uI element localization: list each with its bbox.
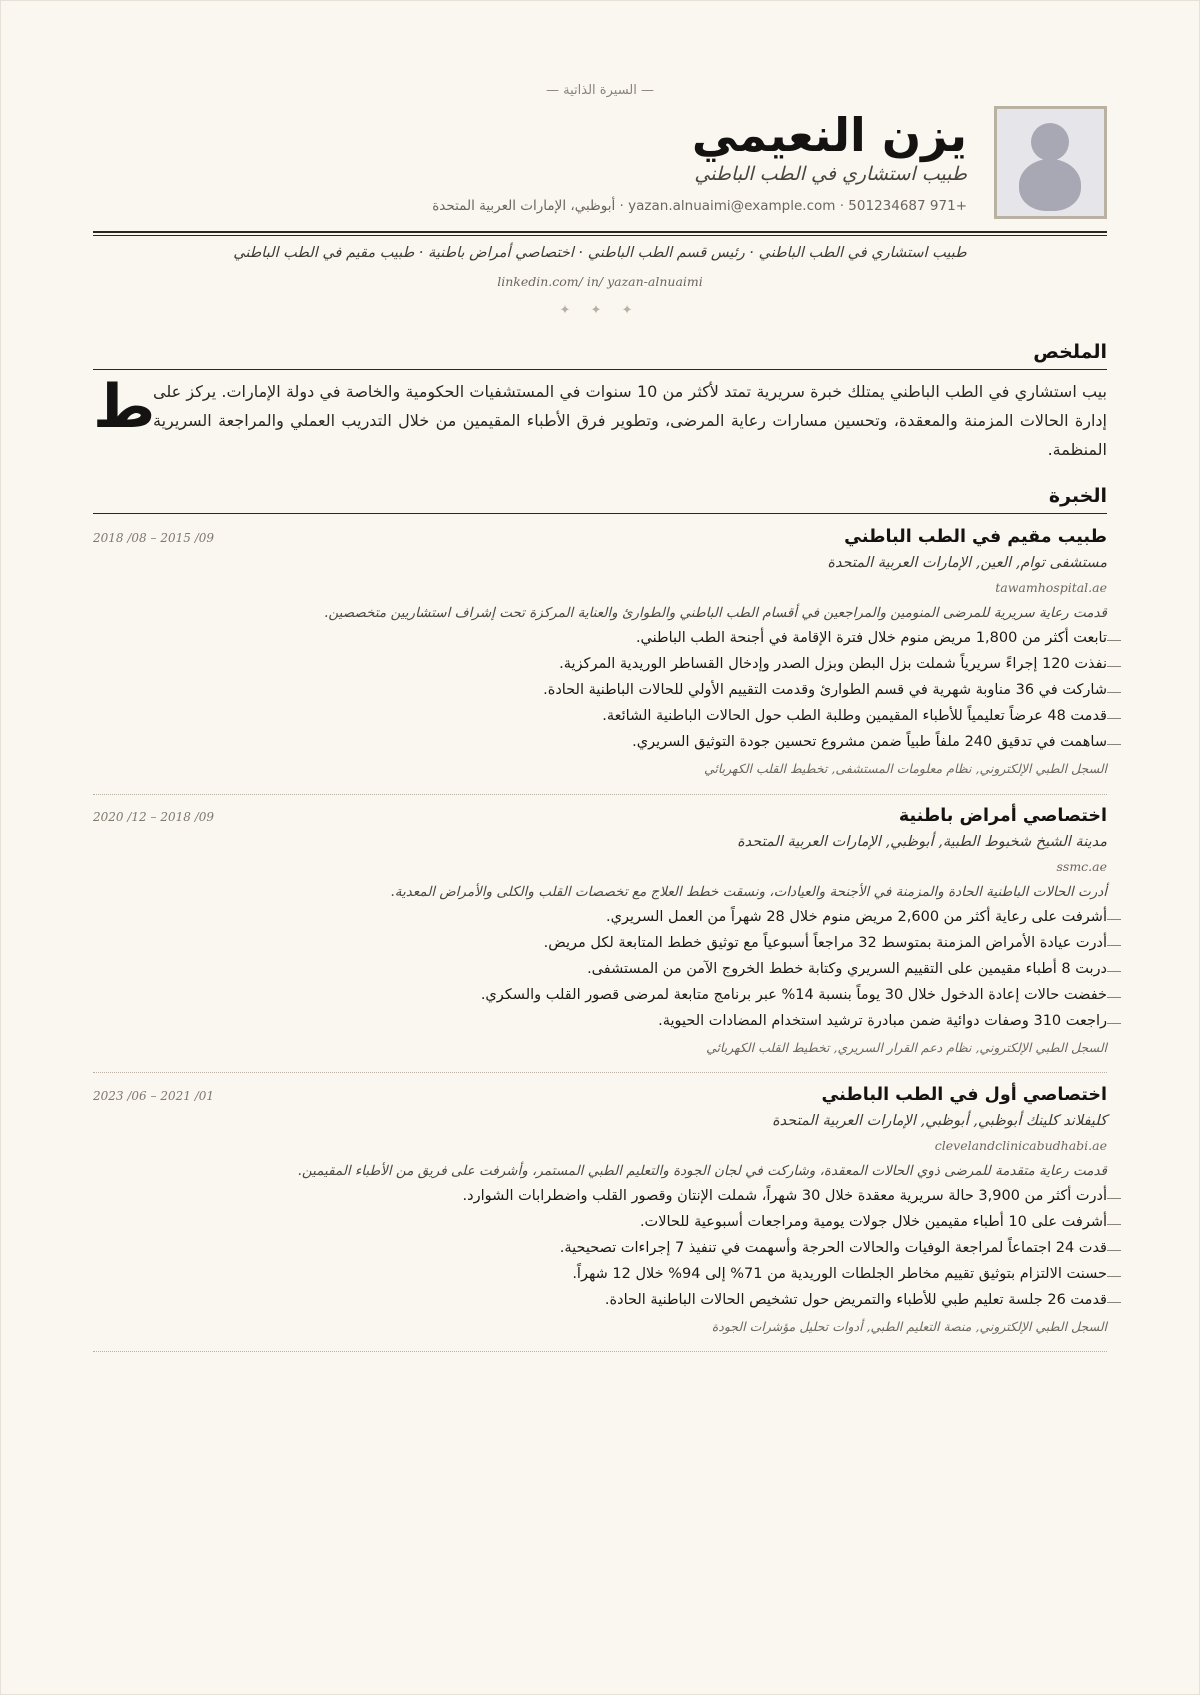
achievement-item: أدرت عيادة الأمراض المزمنة بمتوسط 32 مراجعاً أسبوعياً مع توثيق خطط المتابعة لكل مريض.: [93, 935, 1107, 961]
avatar-body-icon: [1019, 159, 1081, 211]
job-website[interactable]: tawamhospital.ae: [995, 580, 1107, 595]
achievement-item: دربت 8 أطباء مقيمين على التقييم السريري وكتابة خطط الخروج الآمن من المستشفى.: [93, 961, 1107, 987]
job-website[interactable]: ssmc.ae: [1056, 859, 1107, 874]
bullet-dash: [1107, 666, 1121, 667]
bullet-dash: [1107, 744, 1121, 745]
job-skills: السجل الطبي الإلكتروني, نظام دعم القرار السريري, تخطيط القلب الكهربائي: [706, 1040, 1107, 1055]
profile-photo-placeholder: [994, 106, 1107, 219]
bullet-dash: [1107, 1302, 1121, 1303]
job-achievements: [93, 909, 1107, 1039]
job-website[interactable]: clevelandclinicabudhabi.ae: [934, 1138, 1107, 1153]
job-company: كليفلاند كلينك أبوظبي, أبوظبي, الإمارات العربية المتحدة: [772, 1113, 1107, 1129]
achievement-item: شاركت في 36 مناوبة شهرية في قسم الطوارئ وقدمت التقييم الأولي للحالات الباطنية الحادة.: [93, 682, 1107, 708]
job-dates: 09/ 2018 – 12/ 2020: [93, 810, 215, 824]
achievement-item: قدمت 48 عرضاً تعليمياً للأطباء المقيمين وطلبة الطب حول الحالات الباطنية الشائعة.: [93, 708, 1107, 734]
person-name: يزن النعيمي: [691, 108, 967, 162]
job-skills: السجل الطبي الإلكتروني, منصة التعليم الطبي, أدوات تحليل مؤشرات الجودة: [711, 1319, 1107, 1334]
person-role: طبيب استشاري في الطب الباطني: [694, 163, 967, 185]
bullet-dash: [1107, 997, 1121, 998]
job-separator: [93, 794, 1107, 795]
achievement-item: نفذت 120 إجراءً سريرياً شملت بزل البطن وبزل الصدر وإدخال القساطر الوريدية المركزية.: [93, 656, 1107, 682]
summary-dropcap: ط: [93, 372, 156, 442]
summary-paragraph: [93, 372, 1108, 464]
resume-header: [93, 106, 1107, 221]
experience-heading: الخبرة: [93, 485, 1107, 514]
job-title: اختصاصي أول في الطب الباطني: [821, 1085, 1107, 1105]
job-description: قدمت رعاية سريرية للمرضى المنومين والمراجعين في أقسام الطب الباطني والطوارئ والعناية المركزة تحت إشراف استشاريين متخصصين.: [324, 605, 1107, 621]
achievement-item: أشرفت على رعاية أكثر من 2,600 مريض منوم خلال 28 شهراً من العمل السريري.: [93, 909, 1107, 935]
job-title: اختصاصي أمراض باطنية: [898, 806, 1107, 826]
achievement-item: ساهمت في تدقيق 240 ملفاً طبياً ضمن مشروع تحسين جودة التوثيق السريري.: [93, 734, 1107, 760]
summary-text: بيب استشاري في الطب الباطني يمتلك خبرة سريرية تمتد لأكثر من 10 سنوات في المستشفيات الحكومية والخاصة في دولة الإمارات. يركز على إدارة الحالات المزمنة والمعقدة، وتحسين مسارات رعاية المرضى، وتطوير فرق الأطباء المقيمين من خلال التدريب العملي والمراجعة السريرية المنظمة.: [153, 382, 1108, 459]
job-company: مدينة الشيخ شخبوط الطبية, أبوظبي, الإمارات العربية المتحدة: [737, 834, 1107, 850]
bullet-dash: [1107, 718, 1121, 719]
job-title: طبيب مقيم في الطب الباطني: [844, 527, 1107, 547]
achievement-item: خفضت حالات إعادة الدخول خلال 30 يوماً بنسبة 14% عبر برنامج متابعة لمرضى قصور القلب والسكري.: [93, 987, 1107, 1013]
job-description: أدرت الحالات الباطنية الحادة والمزمنة في الأجنحة والعيادات، ونسقت خطط العلاج مع تخصصات القلب والكلى والأمراض المعدية.: [390, 884, 1107, 900]
bullet-dash: [1107, 692, 1121, 693]
bullet-dash: [1107, 919, 1121, 920]
experience-item: [93, 806, 1107, 1076]
contact-line: +971 501234687 · yazan.alnuaimi@example.com · أبوظبي، الإمارات العربية المتحدة: [432, 198, 967, 214]
bullet-dash: [1107, 971, 1121, 972]
achievement-item: قدت 24 اجتماعاً لمراجعة الوفيات والحالات الحرجة وأسهمت في تنفيذ 7 إجراءات تصحيحية.: [93, 1240, 1107, 1266]
bullet-dash: [1107, 1198, 1121, 1199]
summary-heading: الملخص: [93, 341, 1107, 370]
job-separator: [93, 1072, 1107, 1073]
job-dates: 09/ 2015 – 08/ 2018: [93, 531, 215, 545]
header-divider: [93, 231, 1107, 236]
ornament-divider: ✦ ✦ ✦: [559, 303, 641, 318]
experience-item: [93, 1085, 1107, 1355]
achievement-item: حسنت الالتزام بتوثيق تقييم مخاطر الجلطات الوريدية من 71% إلى 94% خلال 12 شهراً.: [93, 1266, 1107, 1292]
achievement-item: أشرفت على 10 أطباء مقيمين خلال جولات يومية ومراجعات أسبوعية للحالات.: [93, 1214, 1107, 1240]
achievement-item: راجعت 310 وصفات دوائية ضمن مبادرة ترشيد استخدام المضادات الحيوية.: [93, 1013, 1107, 1039]
achievement-item: قدمت 26 جلسة تعليم طبي للأطباء والتمريض حول تشخيص الحالات الباطنية الحادة.: [93, 1292, 1107, 1318]
bullet-dash: [1107, 1023, 1121, 1024]
job-company: مستشفى توام, العين, الإمارات العربية المتحدة: [827, 555, 1107, 571]
job-skills: السجل الطبي الإلكتروني, نظام معلومات المستشفى, تخطيط القلب الكهربائي: [703, 761, 1107, 776]
linkedin-link[interactable]: linkedin.com/ in/ yazan-alnuaimi: [497, 274, 703, 289]
document-eyebrow: — السيرة الذاتية —: [546, 83, 654, 98]
bullet-dash: [1107, 945, 1121, 946]
bullet-dash: [1107, 1250, 1121, 1251]
achievement-item: تابعت أكثر من 1,800 مريض منوم خلال فترة الإقامة في أجنحة الطب الباطني.: [93, 630, 1107, 656]
bullet-dash: [1107, 1224, 1121, 1225]
bullet-dash: [1107, 640, 1121, 641]
bullet-dash: [1107, 1276, 1121, 1277]
avatar-head-icon: [1031, 123, 1069, 161]
job-separator: [93, 1351, 1107, 1352]
job-description: قدمت رعاية متقدمة للمرضى ذوي الحالات المعقدة، وشاركت في لجان الجودة والتعليم الطبي المستمر، وأشرفت على فريق من الأطباء المقيمين.: [297, 1163, 1107, 1179]
job-dates: 01/ 2021 – 06/ 2023: [93, 1089, 215, 1103]
job-achievements: [93, 630, 1107, 760]
experience-item: [93, 527, 1107, 797]
achievement-item: أدرت أكثر من 3,900 حالة سريرية معقدة خلال 30 شهراً، شملت الإنتان وقصور القلب واضطرابات الشوارد.: [93, 1188, 1107, 1214]
titles-line: طبيب استشاري في الطب الباطني · رئيس قسم الطب الباطني · اختصاصي أمراض باطنية · طبيب مقيم في الطب الباطني: [233, 245, 967, 261]
job-achievements: [93, 1188, 1107, 1318]
